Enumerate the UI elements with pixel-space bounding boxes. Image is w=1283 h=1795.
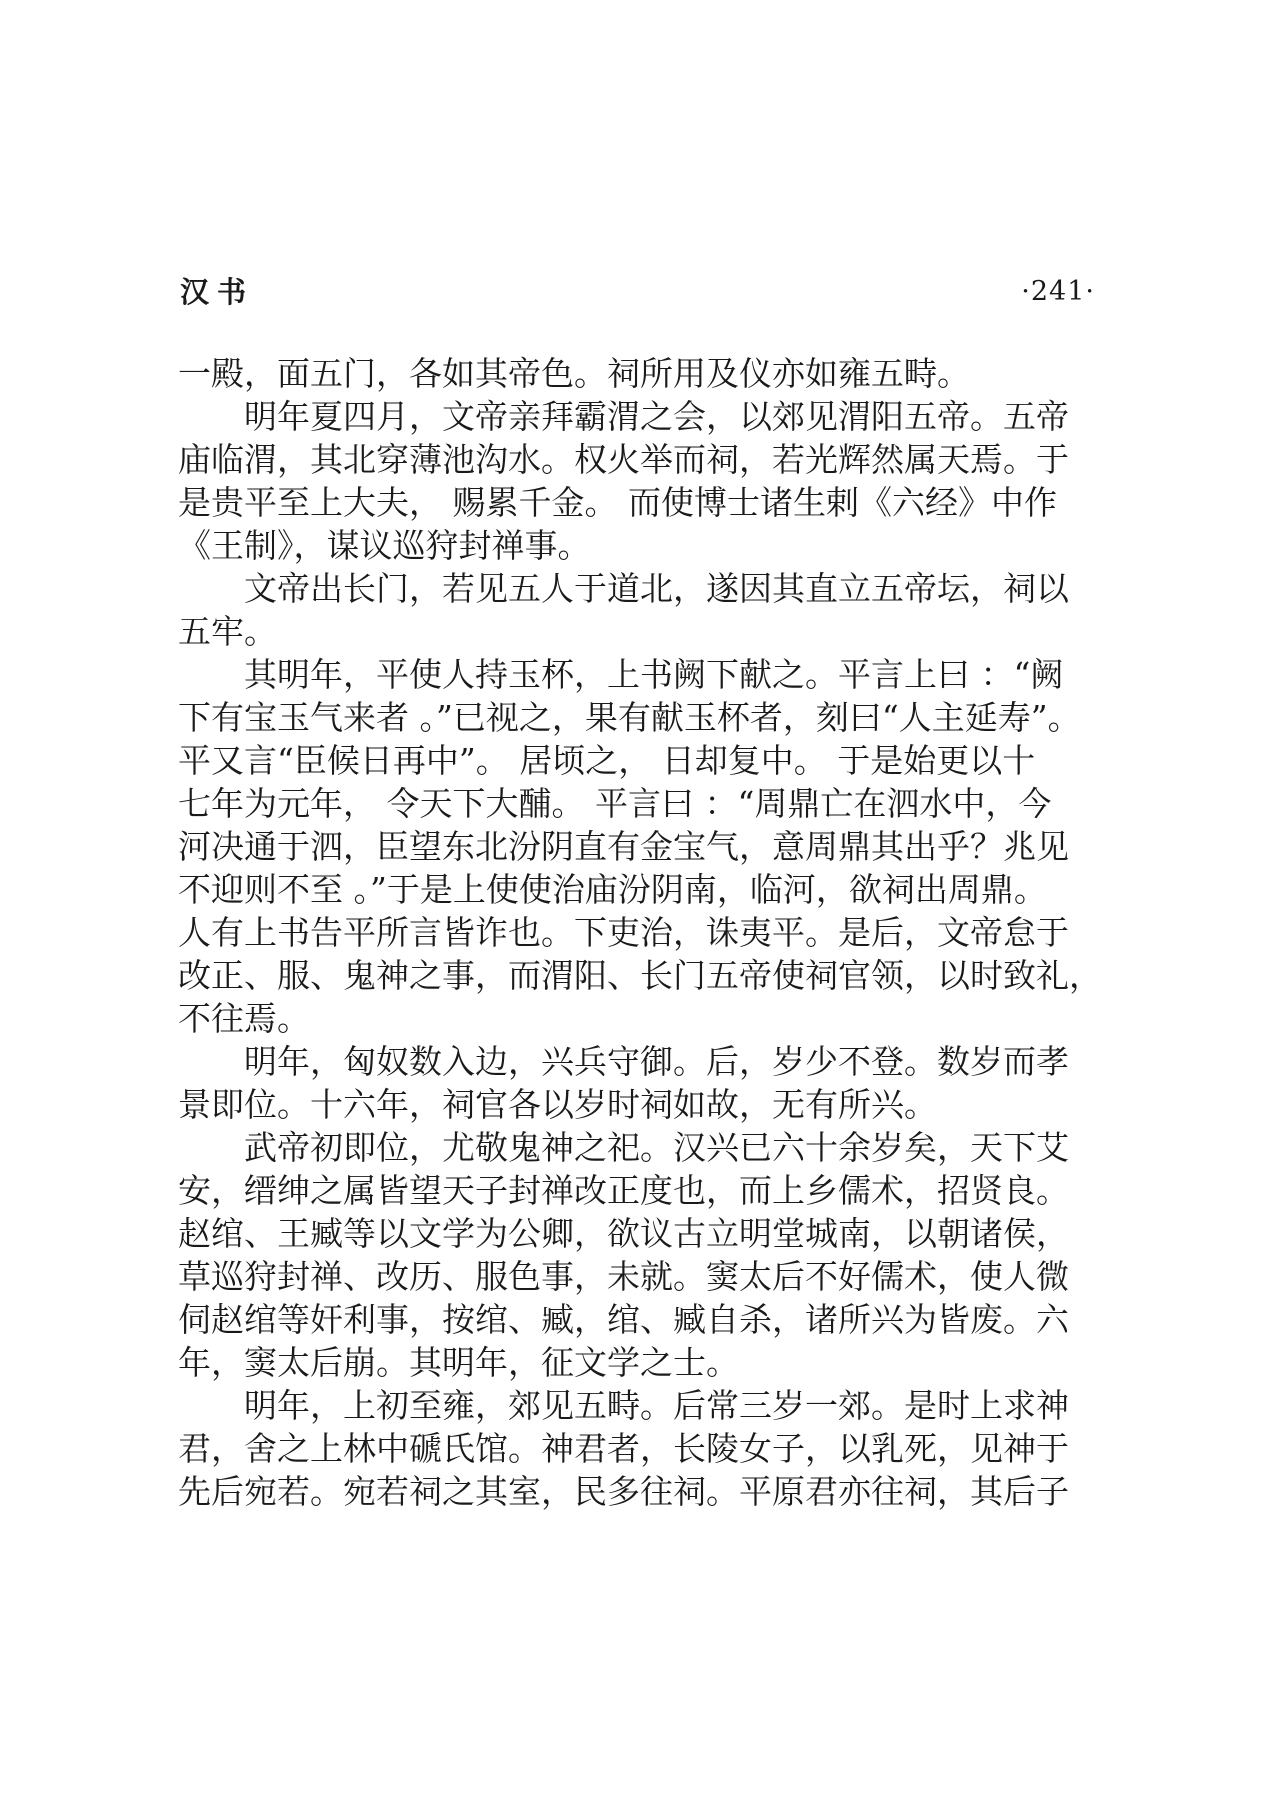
text-line: 明年，匈奴数入边，兴兵守御。后，岁少不登。数岁而孝 <box>244 1042 1069 1081</box>
text-line: 先后宛若。宛若祠之其室，民多往祠。平原君亦往祠，其后子 <box>178 1472 1069 1511</box>
text-line: 改正、服、鬼神之事，而渭阳、长门五帝使祠官领，以时致礼， <box>178 956 1102 995</box>
text-line: 其明年，平使人持玉杯，上书阙下献之。平言上曰 ：“阙 <box>244 655 1064 694</box>
text-line: 人有上书告平所言皆诈也。下吏治，诛夷平。是后，文帝怠于 <box>178 913 1069 952</box>
text-line: 年，窦太后崩。其明年，征文学之士。 <box>178 1343 739 1382</box>
body-text <box>178 352 1102 1513</box>
text-line: 庙临渭，其北穿薄池沟水。权火举而祠，若光辉然属天焉。于 <box>178 440 1069 479</box>
text-line: 不往焉。 <box>178 999 310 1038</box>
text-line: 明年，上初至雍，郊见五畤。后常三岁一郊。是时上求神 <box>244 1386 1069 1425</box>
book-title: 汉书 <box>180 275 255 309</box>
text-line: 《王制》，谋议巡狩封禅事。 <box>178 526 591 565</box>
page-number: ·241· <box>1021 276 1095 307</box>
text-line: 安，缙绅之属皆望天子封禅改正度也，而上乡儒术，招贤良。 <box>178 1171 1069 1210</box>
text-line: 下有宝玉气来者 。”已视之，果有献玉杯者，刻曰“人主延寿”。 <box>178 698 1081 737</box>
text-line: 河决通于泗，臣望东北汾阴直有金宝气，意周鼎其出乎？兆见 <box>178 827 1069 866</box>
text-line: 七年为元年， 令天下大酺。 平言曰 ：“周鼎亡在泗水中，今 <box>178 784 1052 823</box>
text-line: 不迎则不至 。”于是上使使治庙汾阴南，临河，欲祠出周鼎。 <box>178 870 1047 909</box>
text-line: 是贵平至上大夫， 赐累千金。 而使博士诸生剌《六经》中作 <box>178 483 1057 522</box>
text-line: 君，舍之上林中磃氏馆。神君者，长陵女子，以乳死，见神于 <box>178 1429 1069 1468</box>
text-line: 草巡狩封禅、改历、服色事，未就。窦太后不好儒术，使人微 <box>178 1257 1069 1296</box>
text-line: 五牢。 <box>178 612 277 651</box>
text-line: 一殿，面五门，各如其帝色。祠所用及仪亦如雍五畤。 <box>178 354 970 393</box>
text-line: 文帝出长门，若见五人于道北，遂因其直立五帝坛，祠以 <box>244 569 1069 608</box>
running-head <box>180 272 1095 312</box>
text-line: 武帝初即位，尤敬鬼神之祀。汉兴已六十余岁矣，天下艾 <box>244 1128 1069 1167</box>
text-line: 平又言“臣候日再中”。 居顷之， 日却复中。 于是始更以十 <box>178 741 1036 780</box>
text-line: 明年夏四月，文帝亲拜霸渭之会，以郊见渭阳五帝。五帝 <box>244 397 1069 436</box>
text-line: 景即位。十六年，祠官各以岁时祠如故，无有所兴。 <box>178 1085 937 1124</box>
text-line: 伺赵绾等奸利事，按绾、臧，绾、臧自杀，诸所兴为皆废。六 <box>178 1300 1069 1339</box>
text-line: 赵绾、王臧等以文学为公卿，欲议古立明堂城南，以朝诸侯， <box>178 1214 1069 1253</box>
